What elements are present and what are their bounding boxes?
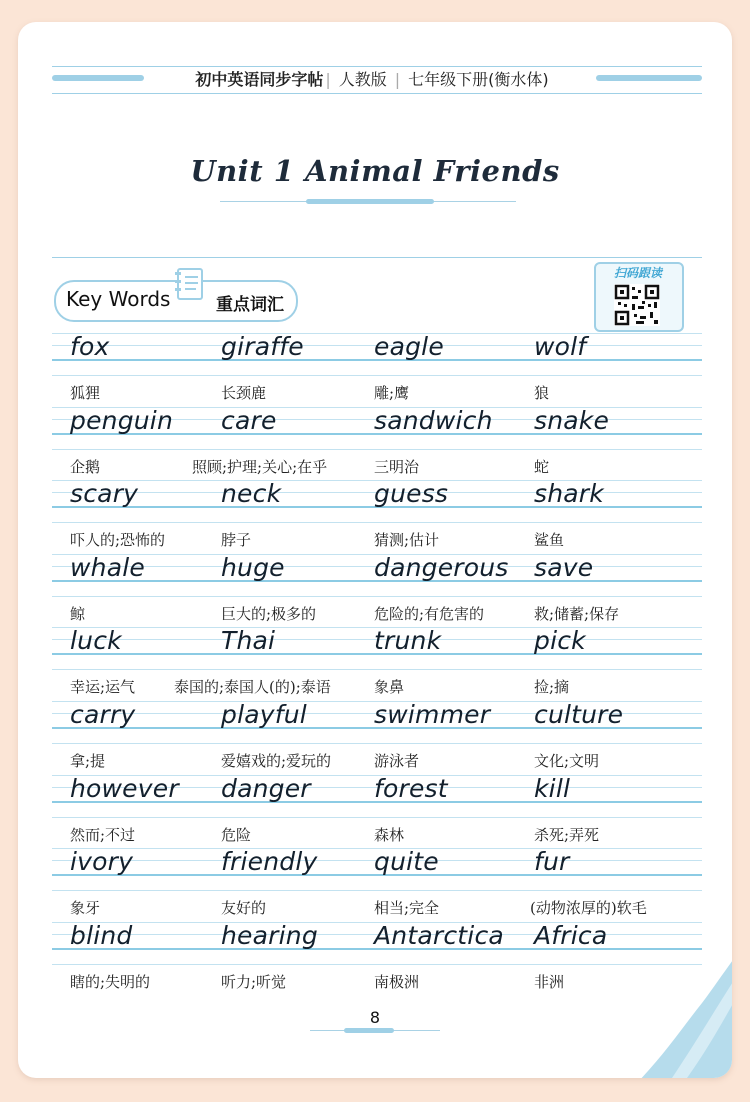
vocab-word: sandwich [374, 405, 493, 435]
vocab-word: fox [70, 332, 110, 361]
vocab-word: care [221, 405, 277, 435]
writing-line [52, 890, 702, 891]
vocab-meaning: 友好的 [221, 899, 267, 918]
vocab-meaning: 巨大的;极多的 [221, 604, 317, 623]
vocab-word: eagle [374, 332, 444, 361]
vocab-meaning: 杀死;弄死 [534, 825, 600, 844]
vocab-word: neck [221, 479, 282, 509]
book-title: 初中英语同步字帖 [195, 70, 324, 89]
vocab-word: wolf [534, 332, 587, 361]
writing-line [52, 743, 702, 744]
writing-line [52, 522, 702, 523]
vocab-word: hearing [221, 920, 318, 950]
grade-label: 七年级下册(衡水体) [408, 70, 549, 89]
writing-line [52, 817, 702, 818]
vocab-word: ivory [70, 847, 134, 877]
vocab-meaning: 文化;文明 [534, 752, 600, 770]
vocab-word: friendly [221, 847, 318, 877]
key-words-label: Key Words [66, 287, 171, 311]
vocab-word: trunk [374, 626, 442, 656]
workbook-page [18, 22, 732, 1078]
writing-line [52, 964, 702, 965]
vocab-meaning: 拿;提 [70, 752, 106, 770]
vocab-word: scary [70, 479, 139, 509]
vocab-meaning: 蛇 [534, 457, 550, 476]
vocab-word: shark [534, 479, 604, 509]
vocab-word: whale [70, 552, 145, 582]
vocab-meaning: 危险 [221, 825, 252, 844]
vocab-word: huge [221, 552, 285, 582]
vocab-meaning: 鲨鱼 [534, 531, 565, 550]
vocab-word: Antarctica [374, 920, 504, 950]
running-header: 初中英语同步字帖 | 人教版 | 七年级下册(衡水体) [18, 67, 732, 90]
writing-line [52, 449, 702, 450]
vocab-word: culture [534, 700, 624, 729]
vocab-word: guess [374, 479, 449, 509]
vocab-word: dangerous [374, 552, 509, 582]
vocab-meaning: 长颈鹿 [221, 384, 267, 402]
vocab-meaning: 雕;鹰 [374, 384, 410, 402]
vocab-word: fur [534, 847, 570, 877]
vocab-meaning: 然而;不过 [70, 825, 136, 844]
vocab-meaning: 非洲 [534, 972, 565, 991]
vocab-meaning: 森林 [374, 825, 405, 844]
vocab-word: penguin [70, 405, 173, 435]
scan-label: 扫码跟读 [613, 266, 662, 280]
writing-line [52, 596, 702, 597]
vocab-word: kill [534, 773, 571, 803]
vocab-meaning: 狼 [534, 384, 550, 402]
vocab-meaning: 泰国的;泰国人(的);泰语 [174, 678, 331, 697]
writing-line [52, 375, 702, 376]
vocab-word: blind [70, 920, 133, 950]
key-words-label-cn: 重点词汇 [216, 295, 284, 315]
vocab-word: danger [221, 773, 311, 803]
vocab-meaning: 吓人的;恐怖的 [70, 531, 166, 550]
vocab-meaning: 危险的;有危害的 [374, 604, 485, 623]
vocab-meaning: 听力;听觉 [221, 972, 287, 991]
vocab-word: luck [70, 626, 122, 656]
vocab-meaning: 幸运;运气 [70, 678, 136, 697]
page-number: 8 [369, 1008, 381, 1027]
vocab-word: Thai [221, 626, 276, 656]
vocab-word: carry [70, 700, 136, 729]
vocab-meaning: 脖子 [221, 531, 252, 550]
vocab-meaning: 三明治 [374, 457, 420, 476]
vocab-meaning: 鲸 [70, 604, 86, 623]
vocab-meaning: 象牙 [70, 899, 101, 918]
vocab-meaning: 瞎的;失明的 [70, 972, 151, 991]
writing-line [52, 669, 702, 670]
vocab-word: playful [221, 700, 307, 729]
vocab-meaning: 狐狸 [70, 384, 101, 402]
vocab-word: Africa [534, 920, 608, 950]
vocab-meaning: 南极洲 [374, 972, 420, 991]
vocab-word: snake [534, 405, 610, 435]
vocab-word: however [70, 773, 179, 803]
vocab-meaning: 照顾;护理;关心;在乎 [192, 457, 328, 476]
vocab-word: giraffe [221, 332, 304, 361]
vocab-meaning: 相当;完全 [374, 899, 440, 918]
page-number-bar [344, 1028, 394, 1033]
vocab-word: quite [374, 847, 439, 877]
vocab-meaning: 象鼻 [374, 678, 405, 697]
vocab-meaning: 猜测;估计 [374, 531, 440, 550]
vocab-meaning: 爱嬉戏的;爱玩的 [221, 752, 332, 770]
unit-title: Unit 1 Animal Friends [190, 154, 560, 188]
vocab-word: save [534, 552, 594, 582]
vocab-meaning: 企鹅 [70, 457, 101, 476]
vocab-word: pick [534, 626, 586, 656]
vocab-meaning: 游泳者 [374, 752, 420, 770]
vocab-meaning: 捡;摘 [534, 678, 570, 697]
vocab-word: swimmer [374, 700, 491, 729]
edition-label: 人教版 [338, 70, 387, 89]
vocab-meaning: (动物浓厚的)软毛 [530, 899, 647, 918]
vocabulary-grid [18, 22, 732, 1022]
vocab-word: forest [374, 773, 448, 803]
vocab-meaning: 救;储蓄;保存 [534, 604, 620, 623]
